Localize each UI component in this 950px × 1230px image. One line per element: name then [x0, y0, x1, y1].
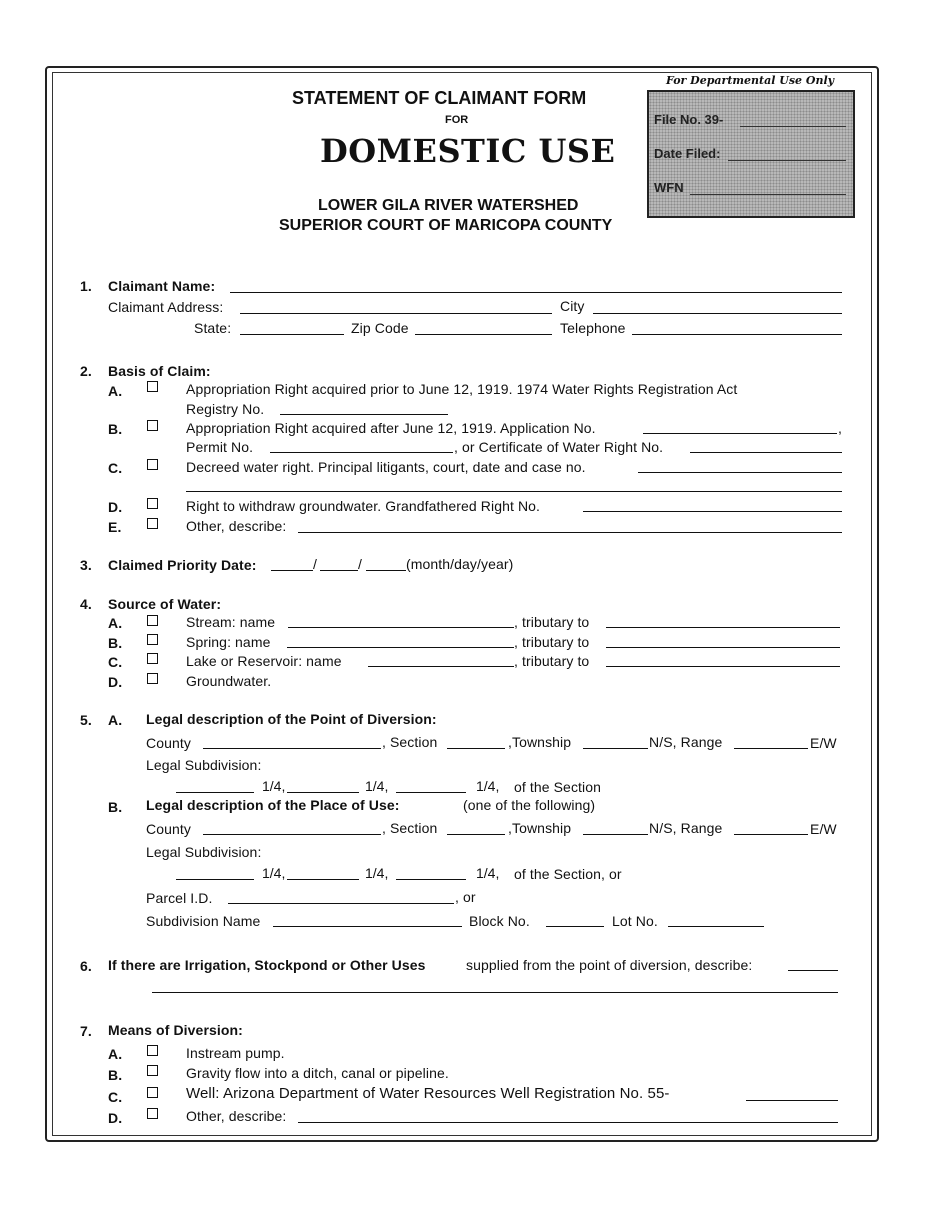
source-of-water-title: Source of Water: — [108, 596, 222, 612]
grandfathered-right-line[interactable] — [583, 511, 842, 512]
pou-range-line[interactable] — [734, 834, 808, 835]
means-c-checkbox[interactable] — [147, 1087, 158, 1098]
basis-e-letter: E. — [108, 519, 122, 535]
state-line[interactable] — [240, 334, 344, 335]
pod-quarter-1-label: 1/4, — [262, 778, 286, 794]
pod-section-label: , Section — [382, 734, 438, 750]
parcel-id-line[interactable] — [228, 903, 454, 904]
basis-b-letter: B. — [108, 421, 123, 437]
priority-date-hint: (month/day/year) — [406, 556, 514, 572]
claimant-name-label: Claimant Name: — [108, 278, 216, 294]
section-7-number: 7. — [80, 1023, 92, 1039]
pod-quarter-3-line[interactable] — [396, 792, 466, 793]
basis-c-checkbox[interactable] — [147, 459, 158, 470]
pou-township-label: ,Township — [508, 820, 572, 836]
section-5a-letter: A. — [108, 712, 123, 728]
means-d-letter: D. — [108, 1110, 123, 1126]
subdivision-name-label: Subdivision Name — [146, 913, 261, 929]
claimant-name-line[interactable] — [230, 292, 842, 293]
pou-of-section-or-label: of the Section, or — [514, 866, 622, 882]
means-other-line[interactable] — [298, 1122, 838, 1123]
basis-c-text: Decreed water right. Principal litigants, court, date and case no. — [186, 459, 586, 475]
claimant-address-line[interactable] — [240, 313, 552, 314]
other-uses-line[interactable] — [788, 970, 838, 971]
other-uses-rest-text: supplied from the point of diversion, describe: — [466, 957, 753, 973]
priority-slash-1: / — [313, 556, 317, 572]
registry-no-line[interactable] — [280, 414, 448, 415]
basis-c-letter: C. — [108, 460, 123, 476]
pod-quarter-3-label: 1/4, — [476, 778, 500, 794]
basis-a-letter: A. — [108, 383, 123, 399]
place-of-use-subtitle: (one of the following) — [463, 797, 596, 813]
section-2-number: 2. — [80, 363, 92, 379]
section-5-number: 5. — [80, 712, 92, 728]
pod-ew-label: E/W — [810, 735, 837, 751]
basis-b-checkbox[interactable] — [147, 420, 158, 431]
pod-quarter-2-label: 1/4, — [365, 778, 389, 794]
spring-name-label: Spring: name — [186, 634, 271, 650]
form-main-title: DOMESTIC USE — [320, 132, 616, 170]
pou-section-line[interactable] — [447, 834, 505, 835]
means-a-text: Instream pump. — [186, 1045, 285, 1061]
certificate-line[interactable] — [690, 452, 842, 453]
parcel-id-label: Parcel I.D. — [146, 890, 213, 906]
basis-b-text: Appropriation Right acquired after June 12, 1919. Application No. — [186, 420, 596, 436]
decreed-right-line[interactable] — [638, 472, 842, 473]
source-b-letter: B. — [108, 635, 123, 651]
telephone-label: Telephone — [560, 320, 626, 336]
basis-e-checkbox[interactable] — [147, 518, 158, 529]
city-label: City — [560, 298, 585, 314]
certificate-label: , or Certificate of Water Right No. — [454, 439, 664, 455]
other-describe-line[interactable] — [298, 532, 842, 533]
priority-slash-2: / — [358, 556, 362, 572]
pod-ns-range-label: N/S, Range — [649, 734, 723, 750]
pou-quarter-3-line[interactable] — [396, 879, 466, 880]
stream-tributary-line[interactable] — [606, 627, 840, 628]
subdivision-name-line[interactable] — [273, 926, 462, 927]
parcel-or-label: , or — [455, 889, 476, 905]
permit-no-label: Permit No. — [186, 439, 254, 455]
pou-ew-label: E/W — [810, 821, 837, 837]
dept-date-filed-label: Date Filed: — [654, 146, 721, 161]
priority-month-line[interactable] — [271, 570, 313, 571]
source-d-checkbox[interactable] — [147, 673, 158, 684]
lot-no-line[interactable] — [668, 926, 764, 927]
pod-of-section-label: of the Section — [514, 779, 602, 795]
means-d-text: Other, describe: — [186, 1108, 287, 1124]
watershed-title: LOWER GILA RIVER WATERSHED — [318, 197, 579, 214]
source-b-checkbox[interactable] — [147, 634, 158, 645]
pod-section-line[interactable] — [447, 748, 505, 749]
form-title-for: FOR — [445, 114, 469, 126]
stream-name-line[interactable] — [288, 627, 514, 628]
zip-code-label: Zip Code — [351, 320, 409, 336]
basis-d-text: Right to withdraw groundwater. Grandfathered Right No. — [186, 498, 541, 514]
basis-d-checkbox[interactable] — [147, 498, 158, 509]
point-of-diversion-title: Legal description of the Point of Diversion: — [146, 711, 437, 727]
basis-of-claim-title: Basis of Claim: — [108, 363, 211, 379]
block-no-line[interactable] — [546, 926, 604, 927]
means-a-checkbox[interactable] — [147, 1045, 158, 1056]
section-6-number: 6. — [80, 958, 92, 974]
pod-township-line[interactable] — [583, 748, 648, 749]
section-3-number: 3. — [80, 557, 92, 573]
pou-quarter-1-line[interactable] — [176, 879, 254, 880]
application-no-line[interactable] — [643, 433, 837, 434]
pou-county-line[interactable] — [203, 834, 381, 835]
spring-tributary-line[interactable] — [606, 647, 840, 648]
pod-legal-subdivision-label: Legal Subdivision: — [146, 757, 262, 773]
dept-date-filed-line[interactable] — [728, 160, 846, 161]
spring-name-line[interactable] — [287, 647, 514, 648]
lake-name-line[interactable] — [368, 666, 514, 667]
means-b-text: Gravity flow into a ditch, canal or pipeline. — [186, 1065, 449, 1081]
lake-name-label: Lake or Reservoir: name — [186, 653, 342, 669]
section-1-number: 1. — [80, 278, 92, 294]
priority-day-line[interactable] — [320, 570, 358, 571]
well-registration-line[interactable] — [746, 1100, 838, 1101]
pou-section-label: , Section — [382, 820, 438, 836]
court-title: SUPERIOR COURT OF MARICOPA COUNTY — [279, 217, 613, 234]
means-d-checkbox[interactable] — [147, 1108, 158, 1119]
means-c-text: Well: Arizona Department of Water Resources Well Registration No. 55- — [186, 1085, 670, 1102]
basis-e-text: Other, describe: — [186, 518, 287, 534]
state-label: State: — [194, 320, 232, 336]
pou-township-line[interactable] — [583, 834, 648, 835]
dept-file-no-line[interactable] — [740, 126, 846, 127]
means-of-diversion-title: Means of Diversion: — [108, 1022, 243, 1038]
pod-quarter-1-line[interactable] — [176, 792, 254, 793]
basis-d-letter: D. — [108, 499, 123, 515]
dept-wfn-line[interactable] — [690, 194, 846, 195]
pou-ns-range-label: N/S, Range — [649, 820, 723, 836]
pod-county-label: County — [146, 735, 191, 751]
lake-tributary-label: , tributary to — [514, 653, 590, 669]
application-no-comma: , — [838, 420, 842, 436]
stream-tributary-label: , tributary to — [514, 614, 590, 630]
dept-file-no-label: File No. 39- — [654, 112, 724, 127]
pou-county-label: County — [146, 821, 191, 837]
pou-quarter-2-label: 1/4, — [365, 865, 389, 881]
pod-township-label: ,Township — [508, 734, 572, 750]
means-b-letter: B. — [108, 1067, 123, 1083]
decreed-right-line-2[interactable] — [186, 491, 842, 492]
dept-wfn-label: WFN — [654, 180, 684, 195]
lot-no-label: Lot No. — [612, 913, 658, 929]
source-a-checkbox[interactable] — [147, 615, 158, 626]
other-uses-line-2[interactable] — [152, 992, 838, 993]
registry-no-label: Registry No. — [186, 401, 265, 417]
basis-a-text: Appropriation Right acquired prior to June 12, 1919. 1974 Water Rights Registration Act — [186, 381, 738, 397]
pod-quarter-2-line[interactable] — [287, 792, 359, 793]
pou-legal-subdivision-label: Legal Subdivision: — [146, 844, 262, 860]
source-c-letter: C. — [108, 654, 123, 670]
pod-range-line[interactable] — [734, 748, 808, 749]
city-line[interactable] — [593, 313, 842, 314]
permit-no-line[interactable] — [270, 452, 453, 453]
lake-tributary-line[interactable] — [606, 666, 840, 667]
means-a-letter: A. — [108, 1046, 123, 1062]
source-a-letter: A. — [108, 615, 123, 631]
basis-a-checkbox[interactable] — [147, 381, 158, 392]
form-title: STATEMENT OF CLAIMANT FORM — [292, 88, 587, 108]
means-b-checkbox[interactable] — [147, 1065, 158, 1076]
groundwater-label: Groundwater. — [186, 673, 272, 689]
section-5b-letter: B. — [108, 799, 123, 815]
other-uses-bold-text: If there are Irrigation, Stockpond or Other Uses — [108, 957, 426, 973]
pou-quarter-3-label: 1/4, — [476, 865, 500, 881]
pou-quarter-2-line[interactable] — [287, 879, 359, 880]
spring-tributary-label: , tributary to — [514, 634, 590, 650]
claimant-address-label: Claimant Address: — [108, 299, 224, 315]
telephone-line[interactable] — [632, 334, 842, 335]
priority-year-line[interactable] — [366, 570, 406, 571]
zip-code-line[interactable] — [415, 334, 552, 335]
priority-date-label: Claimed Priority Date: — [108, 557, 257, 573]
place-of-use-title: Legal description of the Place of Use: — [146, 797, 400, 813]
pou-quarter-1-label: 1/4, — [262, 865, 286, 881]
block-no-label: Block No. — [469, 913, 530, 929]
source-c-checkbox[interactable] — [147, 653, 158, 664]
section-4-number: 4. — [80, 596, 92, 612]
pod-county-line[interactable] — [203, 748, 381, 749]
stream-name-label: Stream: name — [186, 614, 276, 630]
means-c-letter: C. — [108, 1089, 123, 1105]
dept-use-label: For Departmental Use Only — [666, 74, 835, 87]
source-d-letter: D. — [108, 674, 123, 690]
